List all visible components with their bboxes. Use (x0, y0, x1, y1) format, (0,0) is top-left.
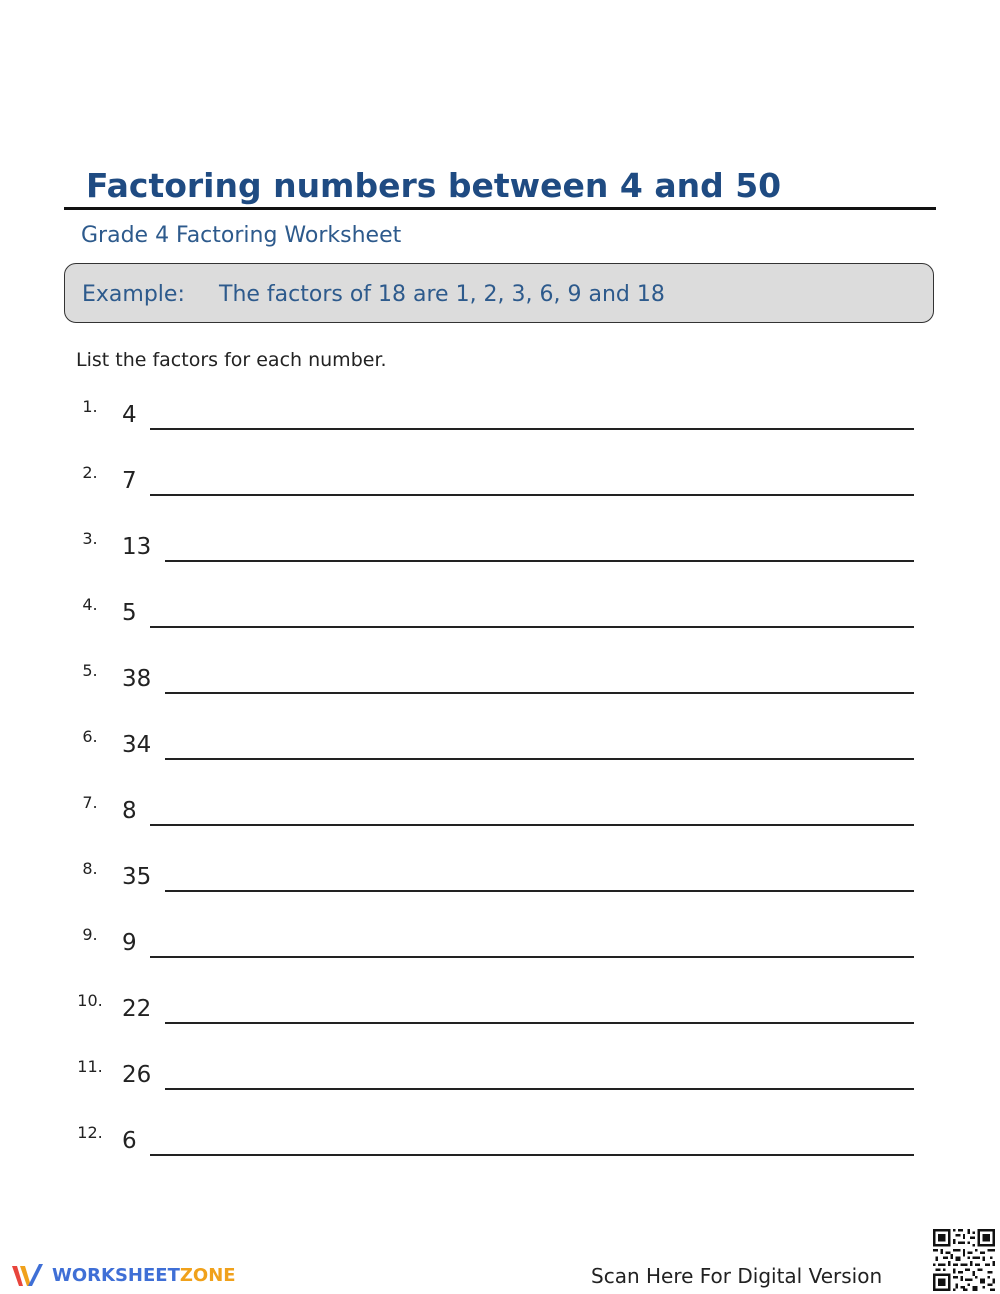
problem-item (0, 925, 1000, 975)
problem-number: 10. (77, 991, 103, 1010)
problem-number: 2. (82, 463, 98, 482)
answer-line[interactable] (150, 428, 914, 430)
problem-value: 34 (122, 732, 152, 758)
problem-value: 4 (122, 402, 137, 428)
problem-number: 1. (82, 397, 98, 416)
answer-line[interactable] (150, 626, 914, 628)
problem-item (0, 661, 1000, 711)
problem-value: 38 (122, 666, 152, 692)
answer-line[interactable] (165, 560, 914, 562)
logo-wordmark: WORKSHEETZONE (52, 1264, 236, 1286)
problem-value: 22 (122, 996, 152, 1022)
example-text: The factors of 18 are 1, 2, 3, 6, 9 and 18 (219, 282, 665, 307)
answer-line[interactable] (165, 1022, 914, 1024)
problem-item (0, 463, 1000, 513)
problem-item (0, 529, 1000, 579)
answer-line[interactable] (150, 956, 914, 958)
problem-item (0, 727, 1000, 777)
title-underline (64, 207, 936, 210)
problem-value: 9 (122, 930, 137, 956)
answer-line[interactable] (150, 494, 914, 496)
page-title: Factoring numbers between 4 and 50 (86, 166, 782, 205)
problem-value: 26 (122, 1062, 152, 1088)
problem-item (0, 793, 1000, 843)
problem-value: 13 (122, 534, 152, 560)
problem-number: 7. (82, 793, 98, 812)
worksheetzone-logo[interactable] (10, 1258, 236, 1292)
problem-item (0, 595, 1000, 645)
answer-line[interactable] (150, 1154, 914, 1156)
problem-number: 8. (82, 859, 98, 878)
problem-item (0, 1123, 1000, 1173)
answer-line[interactable] (165, 890, 914, 892)
answer-line[interactable] (150, 824, 914, 826)
page-subtitle: Grade 4 Factoring Worksheet (81, 223, 402, 248)
answer-line[interactable] (165, 1088, 914, 1090)
problem-item (0, 397, 1000, 447)
scan-caption: Scan Here For Digital Version (591, 1264, 883, 1288)
worksheetzone-logo-icon (10, 1260, 46, 1290)
problem-number: 3. (82, 529, 98, 548)
problem-value: 35 (122, 864, 152, 890)
instructions: List the factors for each number. (76, 349, 387, 371)
problem-item (0, 859, 1000, 909)
problem-value: 6 (122, 1128, 137, 1154)
qr-code-icon[interactable] (933, 1229, 995, 1291)
problem-number: 5. (82, 661, 98, 680)
example-label: Example: (82, 282, 185, 307)
answer-line[interactable] (165, 692, 914, 694)
problem-item (0, 991, 1000, 1041)
example-box (64, 263, 934, 323)
problem-value: 5 (122, 600, 137, 626)
problem-number: 9. (82, 925, 98, 944)
problem-value: 7 (122, 468, 137, 494)
problem-number: 12. (77, 1123, 103, 1142)
problem-item (0, 1057, 1000, 1107)
answer-line[interactable] (165, 758, 914, 760)
problem-number: 11. (77, 1057, 103, 1076)
problem-number: 4. (82, 595, 98, 614)
problem-value: 8 (122, 798, 137, 824)
problem-number: 6. (82, 727, 98, 746)
